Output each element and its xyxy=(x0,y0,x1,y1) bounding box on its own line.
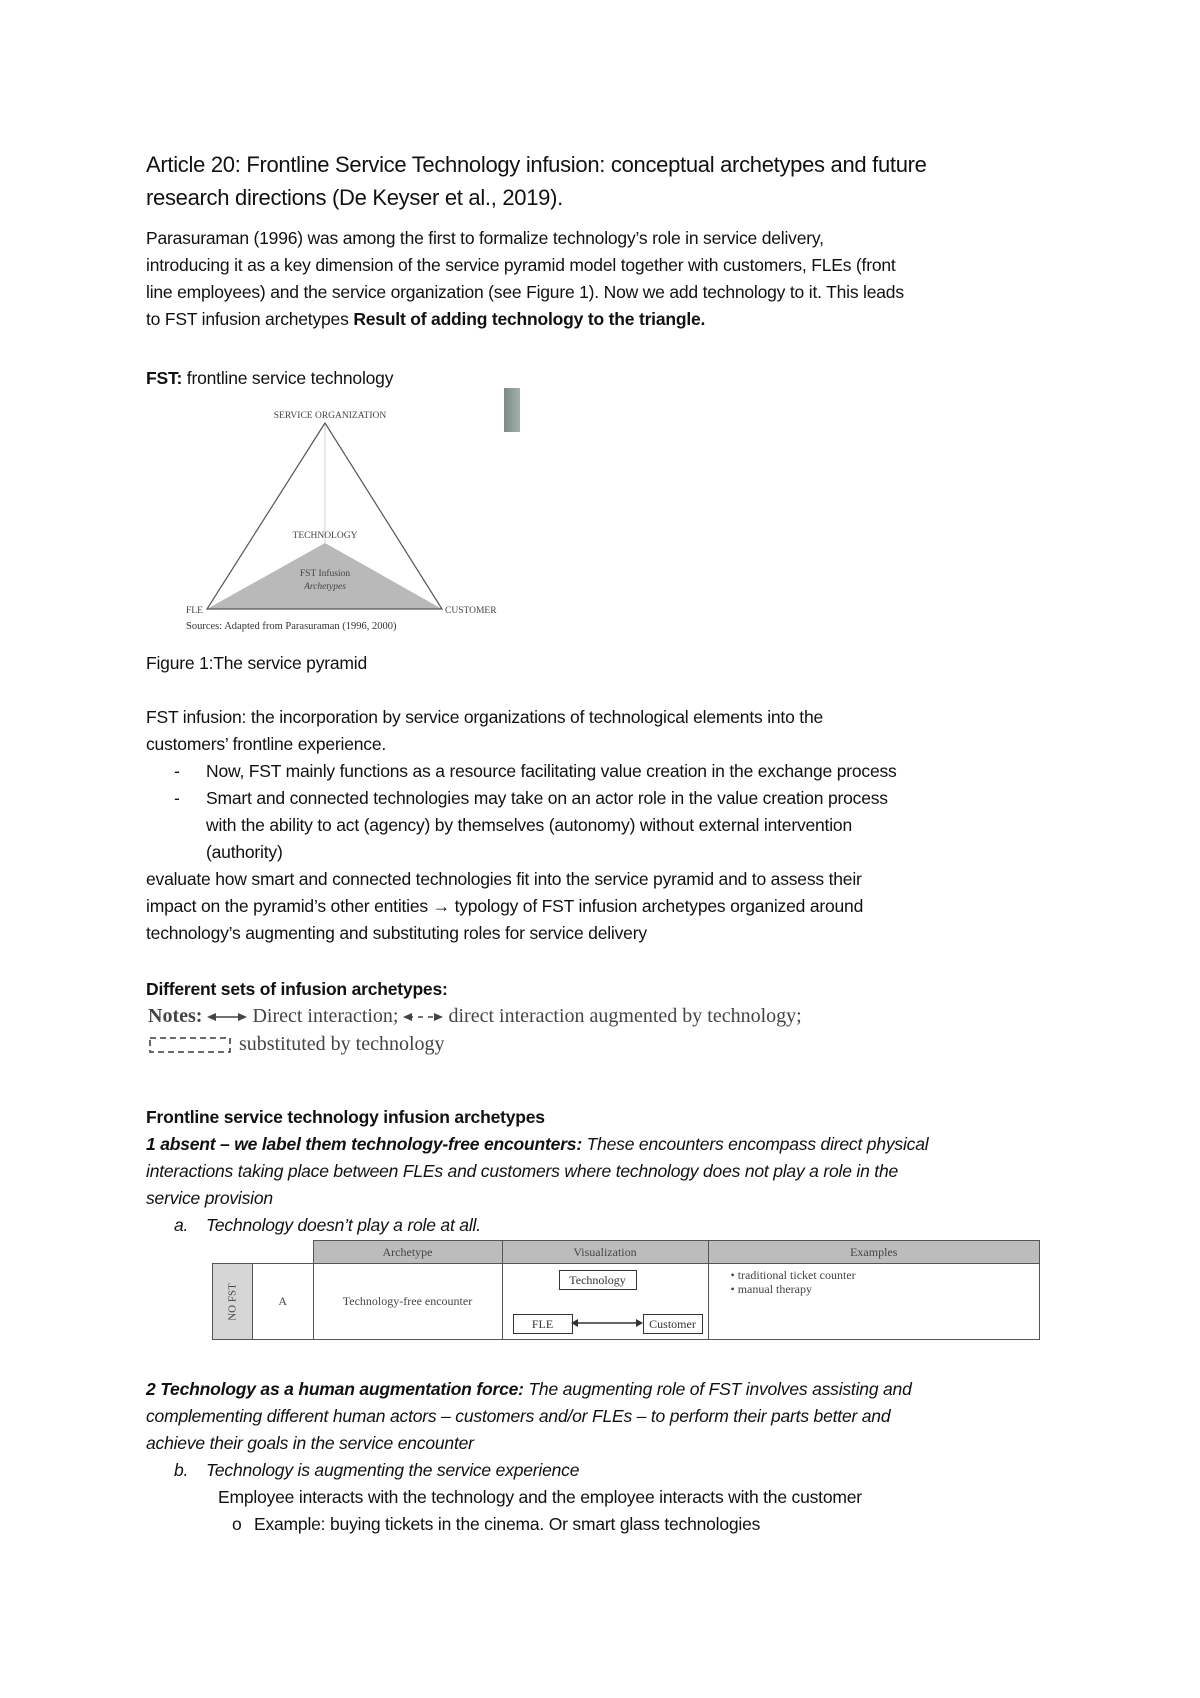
archetype-2-line xyxy=(146,1376,1106,1403)
bullet-text: Smart and connected technologies may take on an actor role in the value creation process xyxy=(206,788,888,808)
archetype-1-line: interactions taking place between FLEs and customers where technology does not play a role in the xyxy=(146,1161,899,1181)
title-line-2: research directions (De Keyser et al., 2019). xyxy=(146,185,563,210)
evaluate-line: technology’s augmenting and substituting roles for service delivery xyxy=(146,923,647,943)
intro-line: introducing it as a key dimension of the service pyramid model together with customers, FLEs (front xyxy=(146,255,896,275)
viz-technology-box: Technology xyxy=(559,1270,637,1290)
sub-item-b xyxy=(146,1457,1106,1484)
bullet-item xyxy=(146,758,1106,785)
archetype-1-text: These encounters encompass direct physical xyxy=(581,1134,929,1154)
intro-line xyxy=(146,306,1086,333)
sub-item-text: Technology doesn’t play a role at all. xyxy=(206,1215,481,1235)
example-item: • traditional ticket counter xyxy=(730,1268,856,1282)
archetype-2-section xyxy=(146,1376,1106,1538)
figure-caption: Figure 1:The service pyramid xyxy=(146,653,368,673)
list-marker: a. xyxy=(174,1215,189,1235)
direct-interaction-arrow-icon xyxy=(571,1316,643,1330)
sub-item-a xyxy=(146,1212,1106,1239)
example-item: • manual therapy xyxy=(730,1282,813,1296)
archetype-table-image xyxy=(212,1240,1040,1340)
evaluate-line: impact on the pyramid’s other entities → typology of FST infusion archetypes organized around xyxy=(146,896,864,916)
examples-cell xyxy=(708,1264,1040,1340)
document-title xyxy=(146,148,1066,214)
svg-text:FST Infusion: FST Infusion xyxy=(299,569,351,579)
svg-text:Sources: Adapted from Parasura: Sources: Adapted from Parasuraman (1996, 2000) xyxy=(186,621,397,632)
archetype-table xyxy=(212,1240,1040,1340)
fst-definition-text: frontline service technology xyxy=(182,368,394,388)
example-text: Example: buying tickets in the cinema. Or smart glass technologies xyxy=(254,1514,761,1534)
svg-text:Archetypes: Archetypes xyxy=(304,582,346,592)
empty-header xyxy=(253,1241,314,1264)
empty-header xyxy=(213,1241,253,1264)
archetype-2-line: complementing different human actors – customers and/or FLEs – to perform their parts better and xyxy=(146,1406,891,1426)
fst-term: FST: xyxy=(146,368,183,388)
archetype-1-line xyxy=(146,1131,1106,1158)
dash-marker: - xyxy=(174,761,180,781)
svg-text:TECHNOLOGY: TECHNOLOGY xyxy=(292,531,358,541)
group-label: NO FST xyxy=(226,1282,239,1321)
evaluate-line: evaluate how smart and connected technologies fit into the service pyramid and to assess their xyxy=(146,869,862,889)
archetype-name: Technology-free encounter xyxy=(313,1264,502,1340)
fst-definition xyxy=(146,365,393,392)
archetype-2-line: achieve their goals in the service encounter xyxy=(146,1433,474,1453)
dash-marker: - xyxy=(174,788,180,808)
svg-text:CUSTOMER: CUSTOMER xyxy=(445,606,497,616)
notes-legend xyxy=(148,1002,908,1058)
row-id: A xyxy=(253,1264,314,1340)
header-archetype: Archetype xyxy=(313,1241,502,1264)
intro-line: line employees) and the service organization (see Figure 1). Now we add technology to it. This leads xyxy=(146,282,904,302)
note-augmented-interaction: direct interaction augmented by technology; xyxy=(448,1005,802,1027)
notes-label: Notes: xyxy=(148,1005,203,1027)
bullet-text: with the ability to act (agency) by themselves (autonomy) without external intervention xyxy=(206,815,852,835)
archetype-2-title: 2 Technology as a human augmentation force: xyxy=(146,1379,524,1399)
intro-text: to FST infusion archetypes xyxy=(146,309,354,329)
bullet-text: (authority) xyxy=(206,842,283,862)
infusion-line: customers’ frontline experience. xyxy=(146,734,387,754)
svg-text:SERVICE ORGANIZATION: SERVICE ORGANIZATION xyxy=(273,411,387,421)
example-bullet xyxy=(146,1511,1106,1538)
archetype-1-title: 1 absent – we label them technology-free encounters: xyxy=(146,1134,582,1154)
note-direct-interaction: Direct interaction; xyxy=(252,1005,399,1027)
intro-paragraph xyxy=(146,225,1086,333)
pyramid-diagram xyxy=(180,400,520,640)
infusion-line: FST infusion: the incorporation by service organizations of technological elements into the xyxy=(146,707,824,727)
archetype-2-text: The augmenting role of FST involves assisting and xyxy=(523,1379,912,1399)
sub-item-text: Technology is augmenting the service experience xyxy=(206,1460,580,1480)
title-line-1: Article 20: Frontline Service Technology infusion: conceptual archetypes and future xyxy=(146,152,927,177)
list-marker: b. xyxy=(174,1460,189,1480)
header-visualization: Visualization xyxy=(502,1241,708,1264)
dashed-box-icon xyxy=(148,1035,234,1055)
archetypes-heading: Frontline service technology infusion archetypes xyxy=(146,1107,545,1127)
viz-customer-box: Customer xyxy=(643,1314,703,1334)
svg-text:FLE: FLE xyxy=(186,606,203,616)
bullet-item xyxy=(146,785,1106,866)
sets-heading: Different sets of infusion archetypes: xyxy=(146,979,448,999)
service-pyramid-figure xyxy=(180,400,520,640)
intro-bold-text: Result of adding technology to the triangle. xyxy=(353,309,706,329)
group-cell xyxy=(213,1264,253,1340)
dashed-double-arrow-icon xyxy=(403,1010,443,1024)
archetypes-section xyxy=(146,1104,1106,1239)
header-examples: Examples xyxy=(708,1241,1040,1264)
circle-bullet-marker: o xyxy=(232,1514,242,1534)
visualization-cell xyxy=(502,1264,708,1340)
viz-fle-box: FLE xyxy=(513,1314,573,1334)
intro-line: Parasuraman (1996) was among the first to formalize technology’s role in service delivery, xyxy=(146,228,824,248)
explanation-text: Employee interacts with the technology and the employee interacts with the customer xyxy=(218,1487,862,1507)
note-substituted: substituted by technology xyxy=(239,1033,445,1055)
infusion-definition xyxy=(146,704,1106,947)
bullet-text: Now, FST mainly functions as a resource facilitating value creation in the exchange process xyxy=(206,761,897,781)
archetype-1-line: service provision xyxy=(146,1188,273,1208)
double-arrow-icon xyxy=(207,1010,247,1024)
